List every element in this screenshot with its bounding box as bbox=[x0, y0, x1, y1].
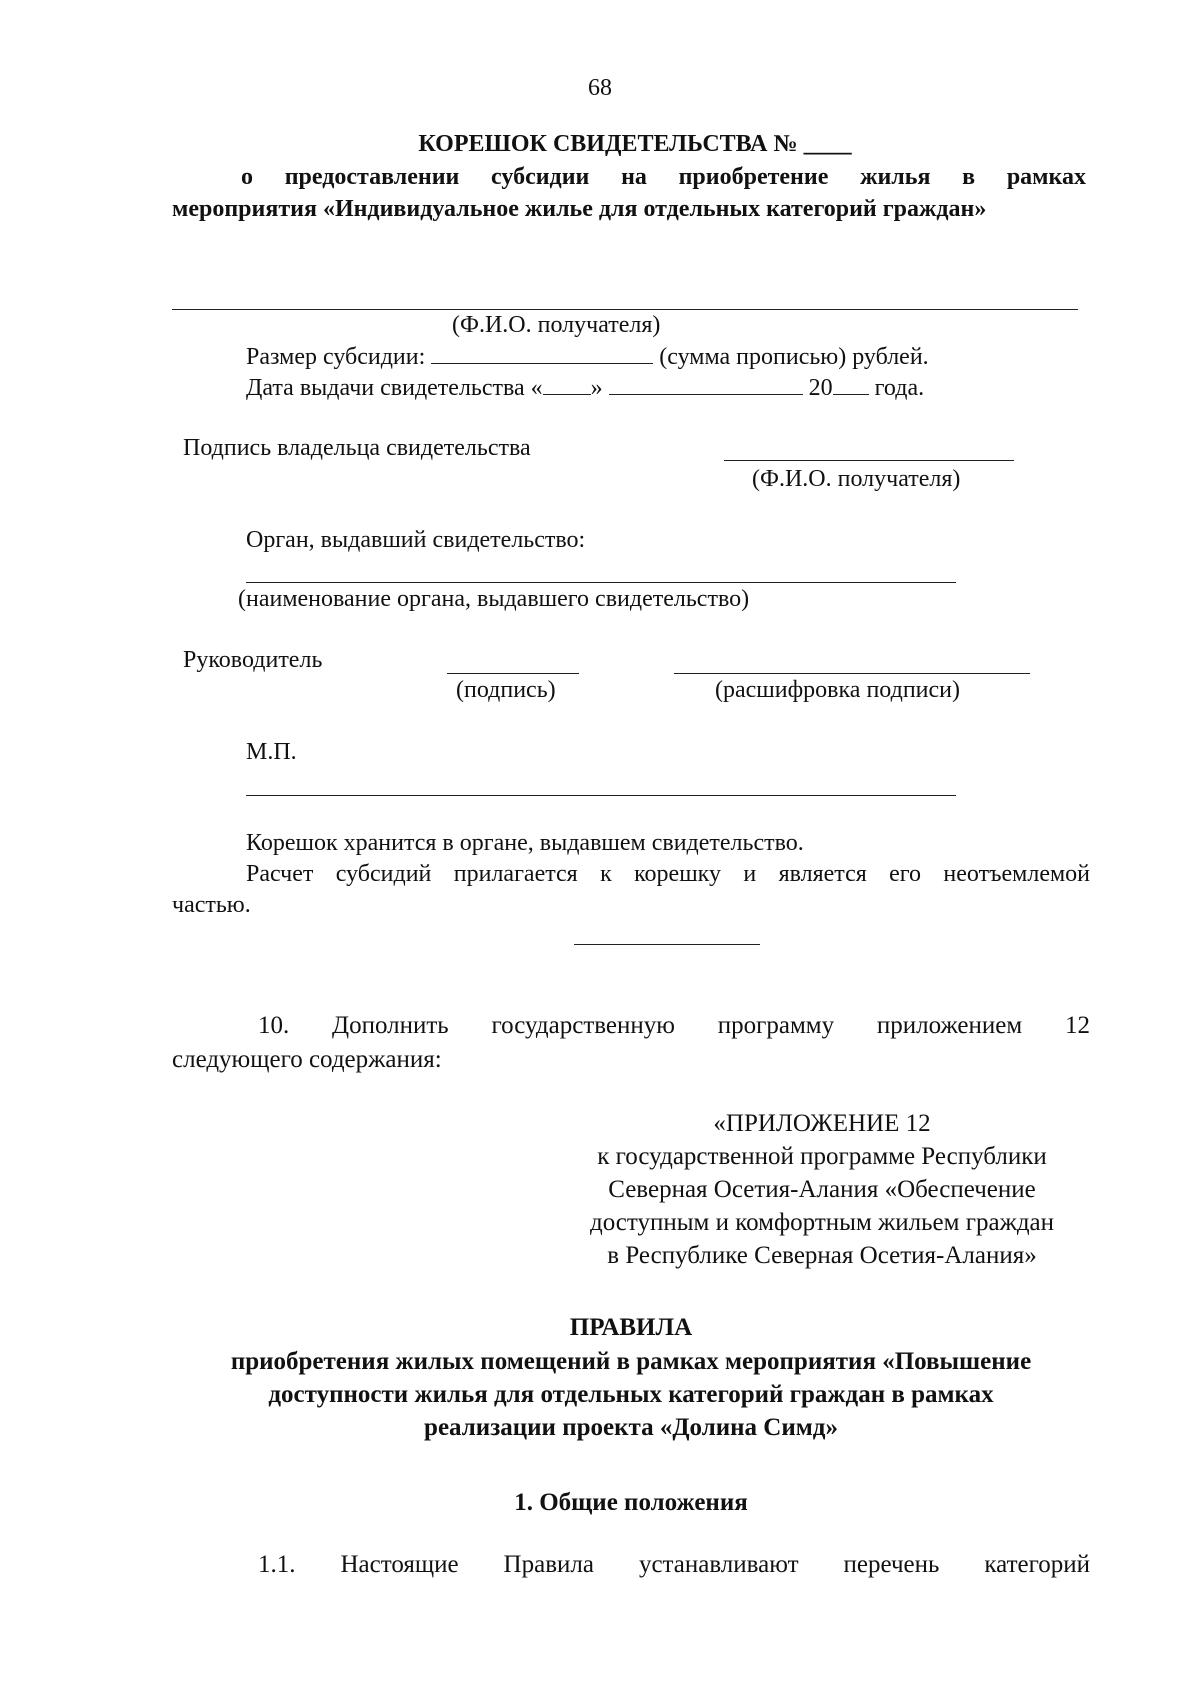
amendment-line2: следующего содержания: bbox=[172, 1046, 442, 1073]
decoding-caption: (расшифровка подписи) bbox=[715, 677, 960, 703]
subsidy-row bbox=[246, 343, 929, 372]
subsidy-amount-blank bbox=[431, 345, 653, 364]
owner-signature-line bbox=[724, 460, 1014, 461]
issue-date-row bbox=[246, 374, 924, 403]
date-year-blank bbox=[833, 376, 869, 395]
calc-note-line1: Расчет субсидий прилагается к корешку и является его неотъемлемой bbox=[246, 861, 1090, 887]
date-quote-close: » bbox=[590, 375, 603, 401]
stub-subtitle-line1: о предоставлении субсидии на приобретение жилья в рамках bbox=[241, 164, 1086, 190]
date-label: Дата выдачи свидетельства « bbox=[246, 375, 543, 401]
section-separator bbox=[574, 944, 760, 945]
date-day-blank bbox=[543, 376, 591, 395]
stub-title: КОРЕШОК СВИДЕТЕЛЬСТВА № ____ bbox=[418, 131, 852, 157]
appendix-line2: к государственной программе Республики bbox=[597, 1143, 1047, 1170]
signature-caption: (подпись) bbox=[456, 677, 556, 703]
rules-title: ПРАВИЛА bbox=[569, 1314, 693, 1341]
rules-subtitle-line2: доступности жилья для отдельных категорий граждан в рамках bbox=[268, 1381, 994, 1408]
appendix-line5: в Республике Северная Осетия-Алания» bbox=[607, 1242, 1037, 1269]
head-label: Руководитель bbox=[183, 647, 323, 673]
appendix-line1: «ПРИЛОЖЕНИЕ 12 bbox=[713, 1110, 931, 1137]
owner-signature-label: Подпись владельца свидетельства bbox=[183, 435, 531, 461]
head-signature-line bbox=[447, 673, 579, 674]
owner-caption: (Ф.И.О. получателя) bbox=[752, 466, 961, 492]
calc-note-line2: частью. bbox=[172, 892, 251, 918]
section1-title: 1. Общие положения bbox=[514, 1489, 748, 1516]
amendment-line1: 10. Дополнить государственную программу приложением 12 bbox=[258, 1012, 1090, 1039]
seal-label: М.П. bbox=[246, 739, 297, 765]
date-suffix: года. bbox=[874, 375, 925, 401]
stub-subtitle-line2: мероприятия «Индивидуальное жилье для отдельных категорий граждан» bbox=[172, 196, 987, 222]
recipient-caption: (Ф.И.О. получателя) bbox=[452, 312, 661, 338]
issuer-caption: (наименование органа, выдавшего свидетельство) bbox=[238, 586, 750, 612]
clause-1-1: 1.1. Настоящие Правила устанавливают перечень категорий bbox=[258, 1551, 1090, 1578]
recipient-name-line bbox=[172, 309, 1078, 310]
appendix-line4: доступным и комфортным жильем граждан bbox=[589, 1209, 1055, 1236]
subsidy-suffix: (сумма прописью) рублей. bbox=[659, 344, 929, 370]
rules-subtitle-line1: приобретения жилых помещений в рамках мероприятия «Повышение bbox=[230, 1348, 1032, 1375]
rules-subtitle-line3: реализации проекта «Долина Симд» bbox=[424, 1414, 838, 1441]
date-year-prefix: 20 bbox=[808, 375, 833, 401]
seal-line bbox=[246, 795, 956, 796]
kept-note: Корешок хранится в органе, выдавшем свидетельство. bbox=[246, 830, 804, 856]
subsidy-label: Размер субсидии: bbox=[246, 344, 426, 370]
issuer-line bbox=[246, 582, 956, 583]
head-decoding-line bbox=[674, 673, 1030, 674]
page-number: 68 bbox=[588, 75, 612, 101]
appendix-line3: Северная Осетия-Алания «Обеспечение bbox=[608, 1176, 1036, 1203]
date-month-blank bbox=[609, 376, 803, 395]
issuer-label: Орган, выдавший свидетельство: bbox=[246, 527, 586, 553]
